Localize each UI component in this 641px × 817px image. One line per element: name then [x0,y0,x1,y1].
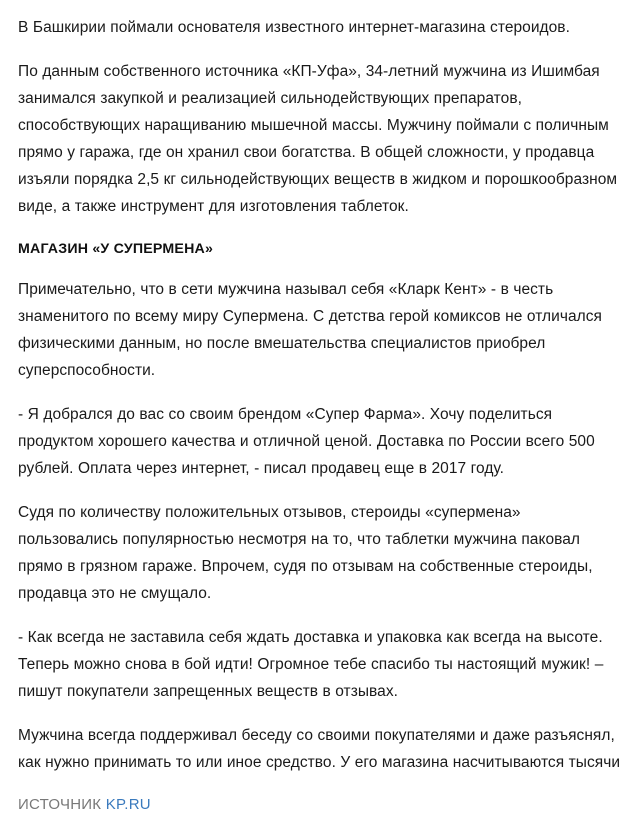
article-subheading-store: МАГАЗИН «У СУПЕРМЕНА» [18,241,214,257]
article-paragraph-lead: В Башкирии поймали основателя известного интернет-магазина стероидов. [18,19,570,36]
source-link-kpru[interactable]: KP.RU [105,796,151,813]
article-paragraph-support: Мужчина всегда поддерживал беседу со своими покупателями и даже разъяснял, как нужно принимать то или иное средство. У его магазина насчитываются тысячи [18,727,621,771]
source-label: ИСТОЧНИК [18,796,102,813]
article-paragraph-seller-quote: - Я добрался до вас со своим брендом «Супер Фарма». Хочу поделиться продуктом хорошего качества и отличной ценой. Доставка по России всего 500 рублей. Оплата через интернет, - писал продавец еще в 2017 году. [18,406,595,477]
article-paragraph-buyer-quote: - Как всегда не заставила себя ждать доставка и упаковка как всегда на высоте. Теперь можно снова в бой идти! Огромное тебе спасибо ты настоящий мужик! – пишут покупатели запрещенных веществ в отзывах. [18,629,604,700]
article-paragraph-details: По данным собственного источника «КП-Уфа», 34-летний мужчина из Ишимбая занимался закупкой и реализацией сильнодействующих препаратов, способствующих наращиванию мышечной массы. Мужчину поймали с поличным прямо у гаража, где он хранил свои богатства. В общей сложности, у продавца изъяли порядка 2,5 кг сильнодействующих веществ в жидком и порошкообразном виде, а также инструмент для изготовления таблеток. [18,63,618,215]
article-source [18,793,623,817]
article-paragraph-clark-kent: Примечательно, что в сети мужчина называл себя «Кларк Кент» - в честь знаменитого по всему миру Супермена. С детства герой комиксов не отличался физическими данным, но после вмешательства специалистов приобрел суперспособности. [18,281,602,379]
article-paragraph-reviews: Судя по количеству положительных отзывов, стероиды «супермена» пользовались популярностью несмотря на то, что таблетки мужчина паковал прямо в грязном гараже. Впрочем, судя по отзывам на собственные стероиды, продавца это не смущало. [18,504,593,602]
